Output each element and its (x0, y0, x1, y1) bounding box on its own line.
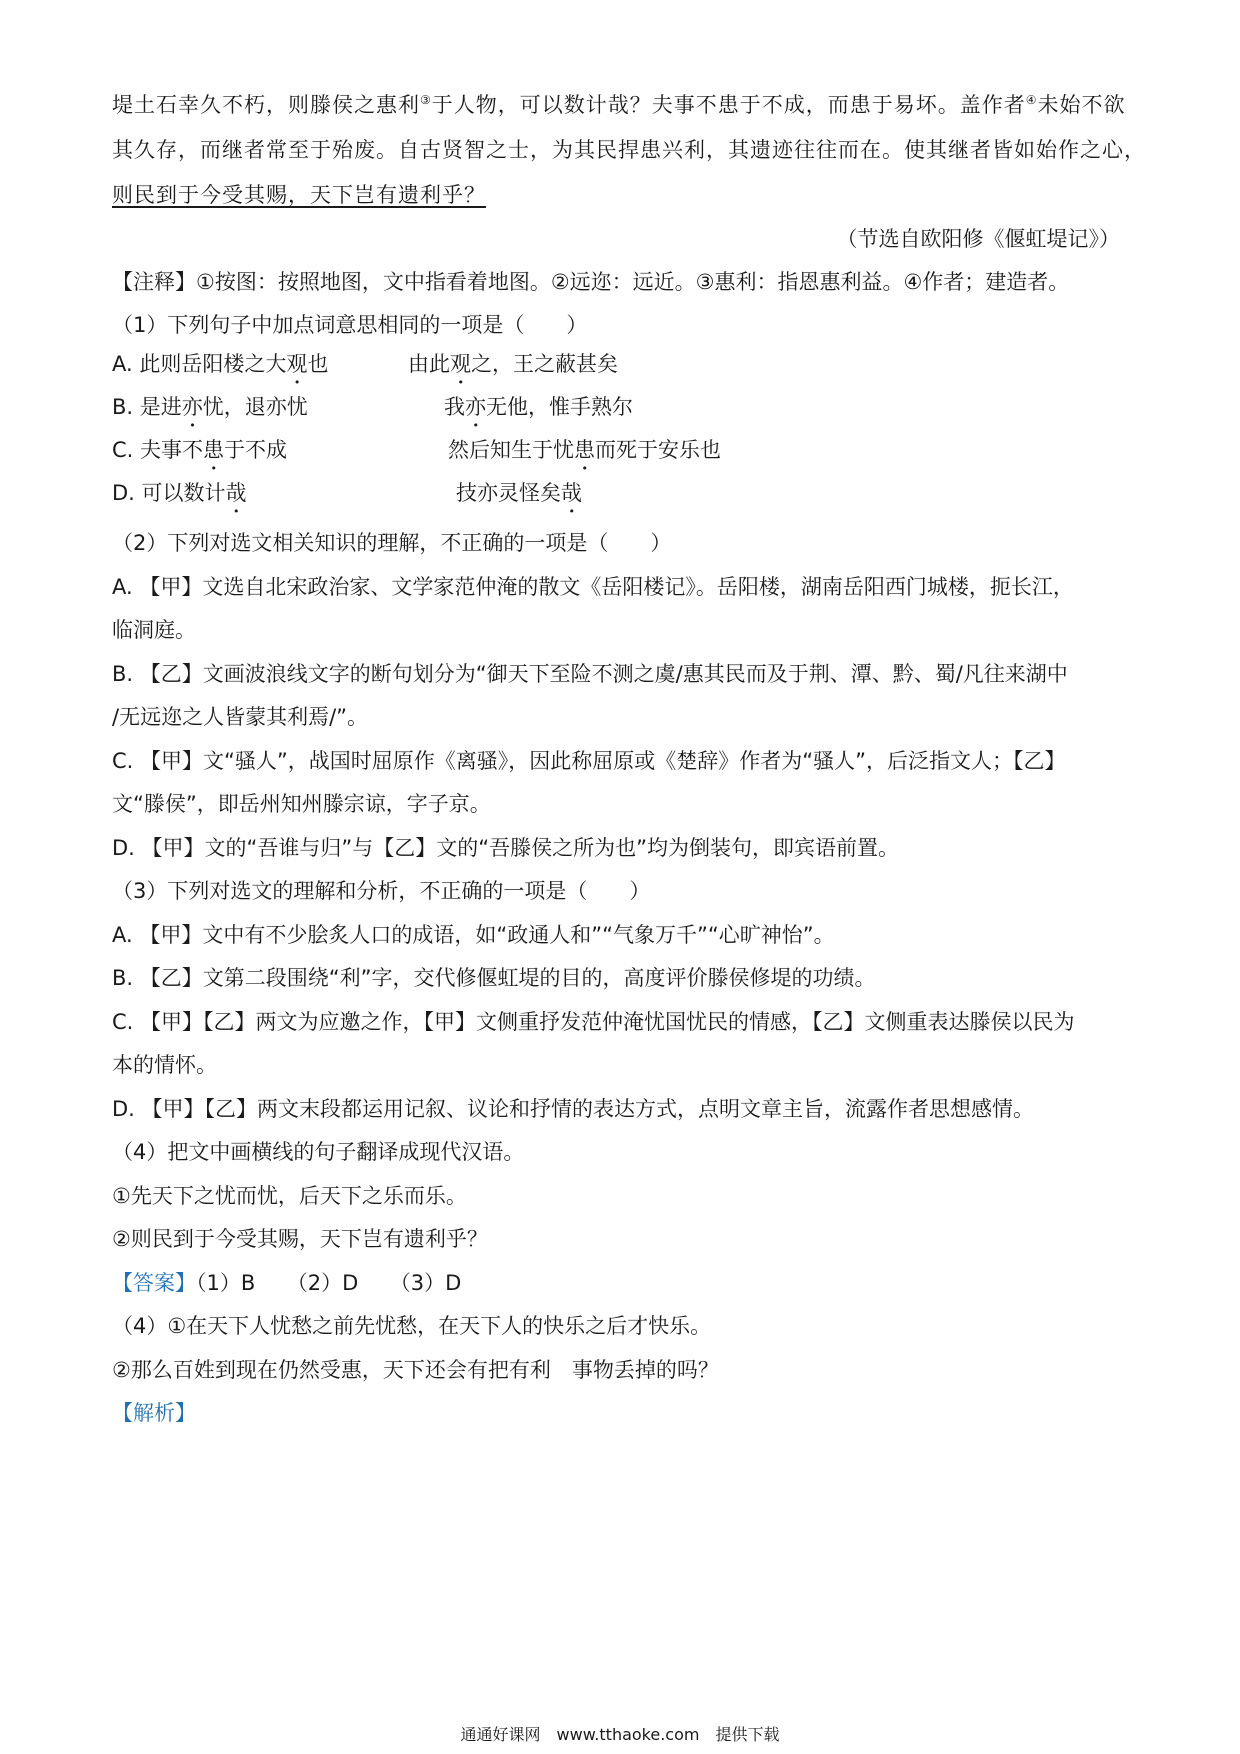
q2-option-b-cont: /无远迩之人皆蒙其利焉/”。 (112, 705, 369, 729)
passage-text: 堤土石幸久不朽，则滕侯之惠利 (112, 93, 420, 117)
dotted-word: 观 (450, 352, 471, 376)
q2-option-b: B. 【乙】文画波浪线文字的断句划分为“御天下至险不测之虞/惠其民而及于荆、潭、黔、蜀/凡往来湖中 (112, 662, 1068, 686)
note-marker-3: ③ (420, 93, 432, 107)
option-text: 技亦灵怪矣 (456, 481, 561, 505)
passage-line-1 (112, 90, 1126, 120)
passage-text: 于人物，可以数计哉？夫事不患于不成，而患于易坏。盖作者 (431, 93, 1026, 117)
note-marker-4: ④ (1025, 93, 1038, 107)
answer-choices: （1）B （2）D （3）D (196, 1271, 462, 1295)
passage-text: 未始不欲 (1037, 93, 1126, 117)
answer-translation-2: ②那么百姓到现在仍然受惠，天下还会有把有利 事物丢掉的吗？ (112, 1358, 719, 1382)
dotted-word: 亦 (181, 395, 203, 419)
option-text: 由此 (408, 352, 450, 376)
passage-underlined-sentence: 则民到于今受其赐，天下岂有遗利乎？ (112, 183, 486, 207)
option-text: 我 (444, 395, 465, 419)
q4-sentence-2: ②则民到于今受其赐，天下岂有遗利乎？ (112, 1227, 488, 1251)
option-text: 然后知生于忧 (448, 438, 574, 462)
q3-option-a: A. 【甲】文中有不少脍炙人口的成语，如“政通人和”“气象万千”“心旷神怡”。 (112, 923, 835, 947)
passage-line-2: 其久存，而继者常至于殆废。自古贤智之士，为其民捍患兴利，其遗迹往往而在。使其继者皆如始作之心， (112, 138, 1146, 162)
q1-option-c-compare (448, 435, 721, 475)
dotted-word: 哉 (561, 481, 582, 505)
answer-translation-1: （4）①在天下人忧愁之前先忧愁，在天下人的快乐之后才快乐。 (112, 1314, 712, 1338)
question-4-stem: （4）把文中画横线的句子翻译成现代汉语。 (112, 1140, 525, 1164)
q3-option-b: B. 【乙】文第二段围绕“利”字，交代修偃虹堤的目的，高度评价滕侯修堤的功绩。 (112, 966, 876, 990)
option-text: 是进 (139, 395, 182, 419)
answer-label: 【答案】 (112, 1271, 196, 1295)
question-1-stem: （1）下列句子中加点词意思相同的一项是（ ） (112, 313, 588, 337)
q2-option-c: C. 【甲】文“骚人”，战国时屈原作《离骚》，因此称屈原或《楚辞》作者为“骚人”，后泛指文人；【乙】 (112, 749, 1066, 773)
q1-option-a-compare (408, 349, 618, 389)
option-letter: C. (112, 438, 134, 462)
q1-option-b-compare (444, 392, 633, 432)
option-text: 而死于安乐也 (595, 438, 721, 462)
dotted-word: 亦 (465, 395, 486, 419)
annotation-notes: 【注释】①按图：按照地图，文中指看着地图。②远迩：远近。③惠利：指恩惠利益。④作者；建造者。 (112, 270, 1070, 294)
option-text: 于不成 (224, 438, 288, 462)
answer-line (112, 1268, 461, 1298)
q4-sentence-1: ①先天下之忧而忧，后天下之乐而乐。 (112, 1184, 467, 1208)
question-2-stem: （2）下列对选文相关知识的理解，不正确的一项是（ ） (112, 531, 672, 555)
option-text: 夫事不 (140, 438, 204, 462)
option-text: 之，王之蔽甚矣 (471, 352, 618, 376)
q2-option-a-cont: 临洞庭。 (112, 618, 196, 642)
q2-option-a: A. 【甲】文选自北宋政治家、文学家范仲淹的散文《岳阳楼记》。岳阳楼，湖南岳阳西门城楼，扼长江， (112, 575, 1074, 599)
q2-option-c-cont: 文“滕侯”，即岳州知州滕宗谅，字子京。 (112, 792, 491, 816)
dotted-word: 患 (203, 438, 225, 462)
passage-source: （节选自欧阳修《偃虹堤记》） (836, 227, 1120, 251)
dotted-word: 观 (286, 352, 308, 376)
q2-option-d: D. 【甲】文的“吾谁与归”与【乙】文的“吾滕侯之所为也”均为倒装句，即宾语前置。 (112, 836, 900, 860)
q1-option-a (112, 349, 328, 389)
option-text: 也 (307, 352, 329, 376)
dotted-word: 哉 (225, 481, 247, 505)
option-text: 无他，惟手熟尔 (486, 395, 633, 419)
footer-watermark: 通通好课网 www.tthaoke.com 提供下载 (460, 1725, 780, 1744)
option-text: 忧，退亦忧 (202, 395, 308, 419)
analysis-label: 【解析】 (112, 1401, 196, 1425)
dotted-word: 患 (574, 438, 595, 462)
question-3-stem: （3）下列对选文的理解和分析，不正确的一项是（ ） (112, 879, 651, 903)
q3-option-c-cont: 本的情怀。 (112, 1053, 217, 1077)
q1-option-d (112, 478, 247, 518)
q3-option-c: C. 【甲】【乙】两文为应邀之作，【甲】文侧重抒发范仲淹忧国忧民的情感，【乙】文侧重表达滕侯以民为 (112, 1010, 1075, 1034)
option-letter: A. (112, 352, 133, 376)
option-letter: D. (112, 481, 135, 505)
q1-option-b (112, 392, 308, 432)
q1-option-d-compare (456, 478, 582, 518)
q1-option-c (112, 435, 287, 475)
option-text: 可以数计 (141, 481, 226, 505)
option-text: 此则岳阳楼之大 (139, 352, 287, 376)
q3-option-d: D. 【甲】【乙】两文末段都运用记叙、议论和抒情的表达方式，点明文章主旨，流露作者思想感情。 (112, 1097, 1035, 1121)
option-letter: B. (112, 395, 134, 419)
